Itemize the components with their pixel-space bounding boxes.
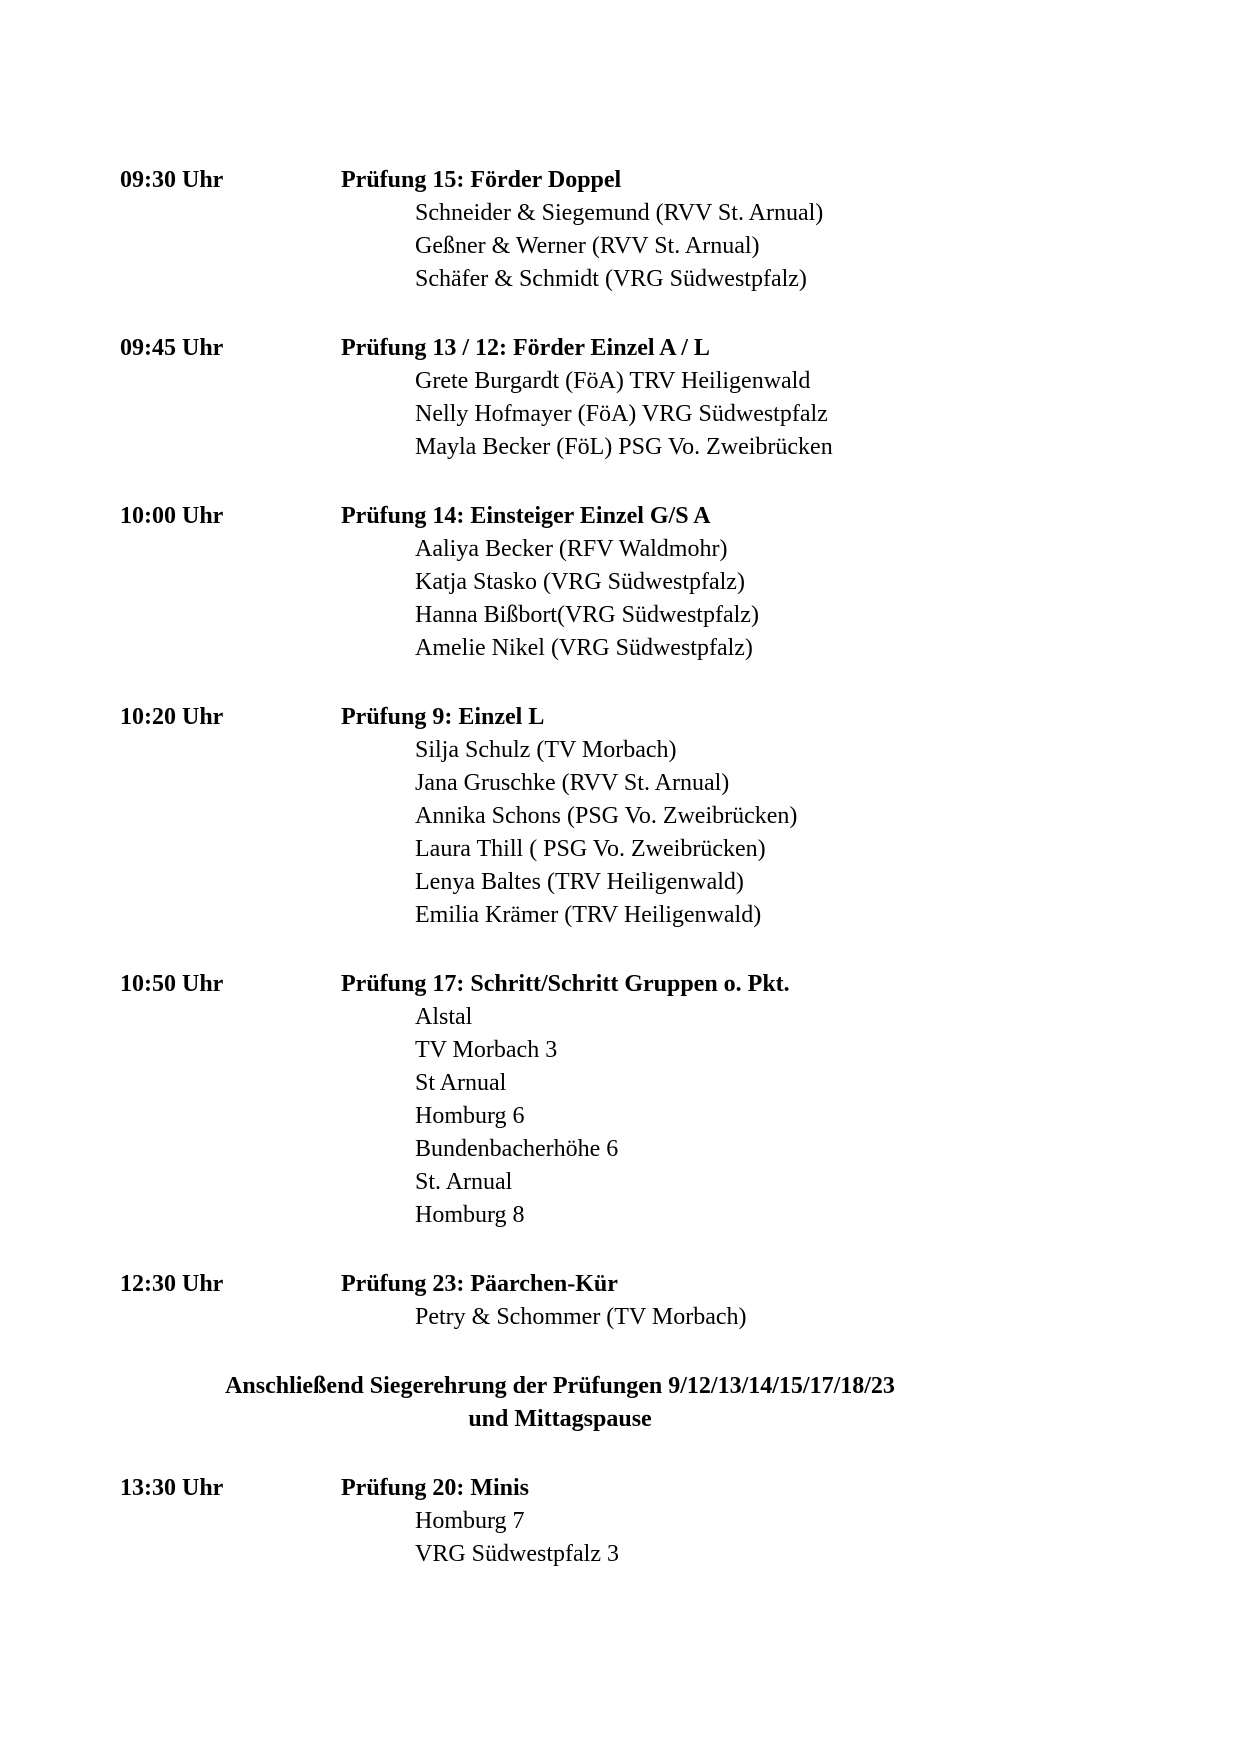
block-title: Prüfung 13 / 12: Förder Einzel A / L	[341, 335, 710, 361]
announcement-line: und Mittagspause	[468, 1406, 652, 1432]
entry: St Arnual	[415, 1070, 507, 1096]
block-time: 10:20 Uhr	[120, 704, 224, 730]
entry: Katja Stasko (VRG Südwestpfalz)	[415, 569, 745, 595]
block-entries	[415, 365, 1180, 464]
entry: Silja Schulz (TV Morbach)	[415, 737, 677, 763]
block-entries	[415, 734, 1180, 932]
entry: Amelie Nikel (VRG Südwestpfalz)	[415, 635, 753, 661]
block-content	[341, 1268, 1180, 1334]
entry: Homburg 6	[415, 1103, 525, 1129]
block-title: Prüfung 9: Einzel L	[341, 704, 545, 730]
schedule-block	[120, 701, 1180, 932]
block-content	[341, 701, 1180, 932]
block-content	[341, 500, 1180, 665]
block-title: Prüfung 23: Päarchen-Kür	[341, 1271, 618, 1297]
block-title: Prüfung 14: Einsteiger Einzel G/S A	[341, 503, 711, 529]
announcement	[120, 1370, 1000, 1436]
block-title: Prüfung 20: Minis	[341, 1475, 530, 1501]
block-title: Prüfung 17: Schritt/Schritt Gruppen o. Pkt.	[341, 971, 790, 997]
schedule-block	[120, 164, 1180, 296]
entry: Bundenbacherhöhe 6	[415, 1136, 619, 1162]
entry: Lenya Baltes (TRV Heiligenwald)	[415, 869, 744, 895]
entry: St. Arnual	[415, 1169, 513, 1195]
block-time: 09:45 Uhr	[120, 335, 224, 361]
announcement-line: Anschließend Siegerehrung der Prüfungen 9/12/13/14/15/17/18/23	[225, 1373, 895, 1399]
block-time: 12:30 Uhr	[120, 1271, 224, 1297]
entry: Jana Gruschke (RVV St. Arnual)	[415, 770, 730, 796]
entry: Alstal	[415, 1004, 473, 1030]
schedule-sections	[120, 164, 1180, 1571]
schedule-block	[120, 968, 1180, 1232]
entry: Grete Burgardt (FöA) TRV Heiligenwald	[415, 368, 811, 394]
entry: Schneider & Siegemund (RVV St. Arnual)	[415, 200, 824, 226]
block-title: Prüfung 15: Förder Doppel	[341, 167, 622, 193]
entry: Schäfer & Schmidt (VRG Südwestpfalz)	[415, 266, 807, 292]
block-entries	[415, 1301, 1180, 1334]
schedule-block	[120, 1268, 1180, 1334]
entry: Emilia Krämer (TRV Heiligenwald)	[415, 902, 762, 928]
entry: Geßner & Werner (RVV St. Arnual)	[415, 233, 760, 259]
block-time: 10:00 Uhr	[120, 503, 224, 529]
schedule-block	[120, 500, 1180, 665]
entry: Hanna Bißbort(VRG Südwestpfalz)	[415, 602, 759, 628]
block-content	[341, 332, 1180, 464]
block-entries	[415, 197, 1180, 296]
block-time: 09:30 Uhr	[120, 167, 224, 193]
block-entries	[415, 1001, 1180, 1232]
block-content	[341, 164, 1180, 296]
entry: VRG Südwestpfalz 3	[415, 1541, 619, 1567]
block-time: 13:30 Uhr	[120, 1475, 224, 1501]
block-time: 10:50 Uhr	[120, 971, 224, 997]
entry: Annika Schons (PSG Vo. Zweibrücken)	[415, 803, 798, 829]
entry: Homburg 8	[415, 1202, 525, 1228]
entry: Mayla Becker (FöL) PSG Vo. Zweibrücken	[415, 434, 833, 460]
block-content	[341, 968, 1180, 1232]
block-content	[341, 1472, 1180, 1571]
schedule-block	[120, 1472, 1180, 1571]
entry: Petry & Schommer (TV Morbach)	[415, 1304, 747, 1330]
block-entries	[415, 533, 1180, 665]
block-entries	[415, 1505, 1180, 1571]
entry: Homburg 7	[415, 1508, 525, 1534]
entry: Laura Thill ( PSG Vo. Zweibrücken)	[415, 836, 766, 862]
entry: TV Morbach 3	[415, 1037, 558, 1063]
entry: Nelly Hofmayer (FöA) VRG Südwestpfalz	[415, 401, 828, 427]
entry: Aaliya Becker (RFV Waldmohr)	[415, 536, 728, 562]
schedule-block	[120, 332, 1180, 464]
